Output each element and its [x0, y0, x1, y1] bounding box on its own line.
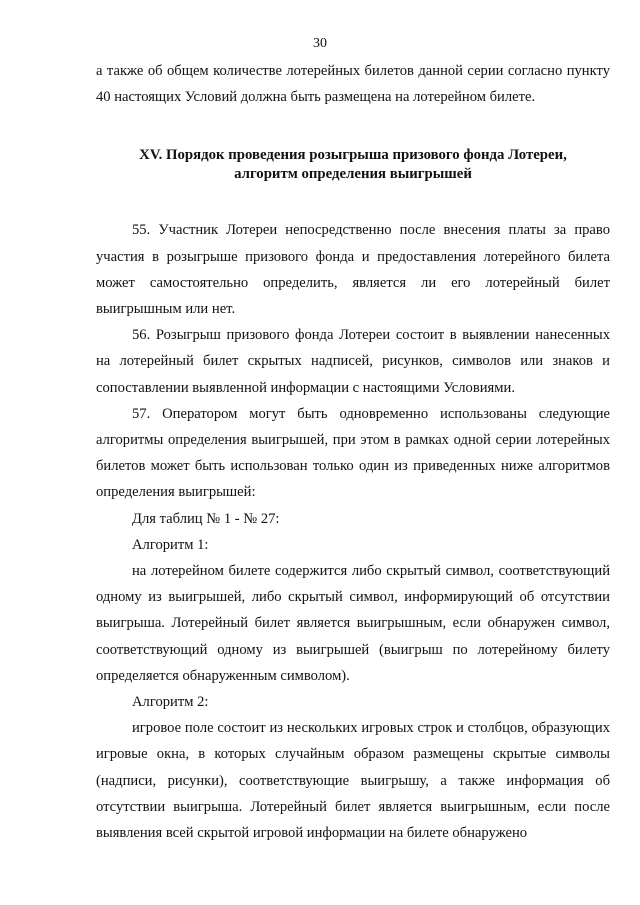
- tables-label: Для таблиц № 1 - № 27:: [132, 510, 280, 527]
- intro-paragraph: а также об общем количестве лотерейных билетов данной серии согласно пункту 40 настоящих Условий должна быть размещена на лотерейном билете.: [96, 63, 610, 106]
- algorithm-2-label: Алгоритм 2:: [132, 694, 209, 711]
- document-body: [96, 58, 610, 846]
- section-heading-line-2: алгоритм определения выигрышей: [234, 165, 472, 182]
- algorithm-1-text: на лотерейном билете содержится либо скрытый символ, соответствующий одному из выигрышей, либо скрытый символ, информирующий об отсутствии выигрыша. Лотерейный билет является выигрышным, если обнаружен символ, соответствующий одному из выигрышей (выигрыш по лотерейному билету определяется обнаруженным символом).: [96, 563, 610, 684]
- algorithm-1-label: Алгоритм 1:: [132, 536, 209, 553]
- page-number: 30: [313, 36, 327, 51]
- paragraph-56: 56. Розыгрыш призового фонда Лотереи состоит в выявлении нанесенных на лотерейный билет скрытых надписей, рисунков, символов или знаков и сопоставлении выявленной информации с настоящими Условиями.: [96, 327, 610, 396]
- algorithm-2-text: игровое поле состоит из нескольких игровых строк и столбцов, образующих игровые окна, в которых случайным образом размещены скрытые символы (надписи, рисунки), соответствующие выигрышу, а также информация об отсутствии выигрыша. Лотерейный билет является выигрышным, если после выявления всей скрытой игровой информации на билете обнаружено: [96, 720, 610, 842]
- section-heading: [96, 146, 610, 183]
- paragraph-57: 57. Оператором могут быть одновременно использованы следующие алгоритмы определения выигрышей, при этом в рамках одной серии лотерейных билетов может быть использован только один из приведенных ниже алгоритмов определения выигрышей:: [96, 405, 610, 501]
- section-heading-line-1: XV. Порядок проведения розыгрыша призового фонда Лотереи,: [139, 147, 567, 164]
- paragraph-55: 55. Участник Лотереи непосредственно после внесения платы за право участия в розыгрыше призового фонда и предоставления лотерейного билета может самостоятельно определить, является ли его лотерейный билет выигрышным или нет.: [96, 222, 610, 318]
